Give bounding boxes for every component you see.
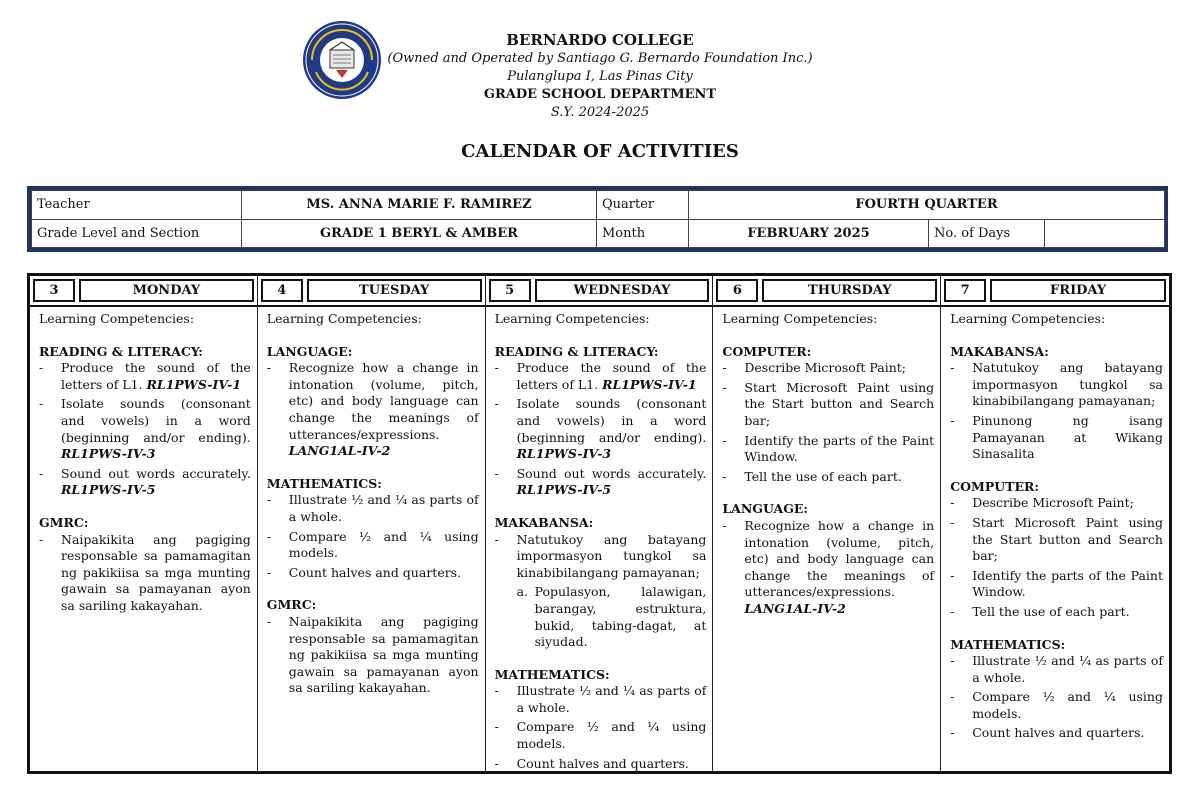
competency-item [267,565,479,582]
day-column-thursday [713,276,941,771]
month-value: FEBRUARY 2025 [689,219,929,248]
day-number: 6 [716,279,758,302]
days-value [1045,219,1165,248]
competency-text: Sound out words accurately. [516,465,707,481]
day-header [486,276,713,307]
competencies-label: Learning Competencies: [39,311,195,326]
college-name: BERNARDO COLLEGE [506,31,694,49]
page-title: CALENDAR OF ACTIVITIES [461,141,739,162]
address-line: Pulanglupa I, Las Pinas City [507,69,693,84]
competency-item [267,614,479,697]
competency-text: Tell the use of each part. [744,468,902,484]
competency-item [495,360,707,393]
subject-block [495,667,707,773]
competency-text: Illustrate ½ and ¼ as parts of a whole. [516,683,707,715]
subject-block [267,597,479,697]
competency-text: Produce the sound of the letters of L1. [516,360,707,392]
competency-code: RL1PWS-IV-5 [61,482,156,498]
day-column-wednesday [486,276,714,771]
competency-text: Recognize how a change in intonation (volume, pitch, etc) and body language can change the meanings of utterances/expressions. [288,360,479,442]
day-name: THURSDAY [762,279,937,302]
competency-item [495,756,707,773]
competency-text: Recognize how a change in intonation (volume, pitch, etc) and body language can change the meanings of utterances/expressions. [744,517,935,600]
competency-item [267,529,479,562]
competency-item [722,433,934,466]
department-line: GRADE SCHOOL DEPARTMENT [483,87,717,102]
month-label: Month [597,219,689,248]
day-number: 5 [489,279,531,302]
day-number: 4 [261,279,303,302]
competency-item [950,495,1163,512]
subject-title: MATHEMATICS: [494,666,610,682]
subject-block [267,476,479,582]
competencies-label: Learning Competencies: [950,311,1106,326]
competency-text: Isolate sounds (consonant and vowels) in a word (beginning and/or ending). [516,396,707,445]
subject-block [722,501,934,617]
subject-title: COMPUTER: [722,343,812,359]
subject-block [950,344,1163,463]
subject-title: GMRC: [266,597,317,613]
subject-title: LANGUAGE: [266,343,353,359]
competency-item [950,689,1163,722]
subject-title: MAKABANSA: [494,514,594,530]
subject-block [722,344,934,486]
competency-item [950,360,1163,410]
competency-text: Natutukoy ang batayang impormasyon tungkol sa kinabibilangang pamayanan; [972,360,1163,409]
day-number: 3 [33,279,75,302]
competencies-label: Learning Competencies: [266,311,422,326]
competency-item [39,396,251,462]
competency-text: Count halves and quarters. [972,725,1145,741]
competency-item [722,469,934,486]
competency-item [267,360,479,460]
competency-item [495,683,707,716]
competency-item [722,360,934,377]
competency-text: Pinunong ng isang Pamayanan at Wikang Sinasalita [972,412,1163,462]
subject-block [950,479,1163,621]
subject-title: READING & LITERACY: [39,343,203,359]
day-header [713,276,940,307]
competency-code: RL1PWS-IV-1 [146,376,242,392]
grade-label: Grade Level and Section [32,219,242,248]
info-table [27,186,1168,252]
competency-subitem [495,584,707,650]
competency-item [722,380,934,430]
subject-block [495,344,707,499]
day-header [941,276,1169,307]
day-column-tuesday [258,276,486,771]
subject-title: READING & LITERACY: [494,343,659,359]
competency-item [722,518,934,618]
competency-text: Identify the parts of the Paint Window. [972,567,1163,600]
day-number: 7 [944,279,986,302]
competency-text: Start Microsoft Paint using the Start button and Search bar; [744,379,935,428]
quarter-label: Quarter [597,191,689,220]
competency-text: Describe Microsoft Paint; [744,360,907,376]
teacher-label: Teacher [32,191,242,220]
subitem-text: Populasyon, lalawigan, barangay, estruktura, bukid, tabing-dagat, at siyudad. [534,584,707,650]
competency-text: Isolate sounds (consonant and vowels) in a word (beginning and/or ending). [61,396,251,445]
competency-text: Start Microsoft Paint using the Start button and Search bar; [972,514,1163,564]
competency-text: Naipakikita ang pagiging responsable sa pamamagitan ng pakikiisa sa mga munting gawain sa pamayanan ayon sa sariling kakayahan. [288,613,479,696]
competency-item [950,515,1163,565]
day-name: TUESDAY [307,279,482,302]
competency-text: Count halves and quarters. [288,564,462,580]
day-body [941,307,1169,742]
competency-text: Count halves and quarters. [516,755,689,771]
competency-item [39,466,251,499]
competency-item [950,604,1163,621]
competency-code: RL1PWS-IV-1 [602,376,697,392]
day-body [713,307,940,618]
subject-title: LANGUAGE: [722,501,809,517]
competency-text: Illustrate ½ and ¼ as parts of a whole. [972,653,1163,685]
quarter-value: FOURTH QUARTER [689,191,1165,220]
competency-item [495,396,707,462]
competency-item [950,653,1163,686]
day-name: WEDNESDAY [535,279,710,302]
day-name: FRIDAY [990,279,1166,302]
school-year: S.Y. 2024-2025 [550,105,650,120]
competency-text: Describe Microsoft Paint; [972,495,1134,511]
day-column-friday [941,276,1169,771]
subject-title: COMPUTER: [950,478,1039,494]
subject-title: MATHEMATICS: [266,475,382,491]
competency-code: RL1PWS-IV-5 [516,482,612,498]
competency-code: RL1PWS-IV-3 [516,446,612,462]
competency-text: Identify the parts of the Paint Window. [744,432,935,465]
competency-item [39,360,251,393]
ownership-line: (Owned and Operated by Santiago G. Bernardo Foundation Inc.) [387,51,813,66]
day-name: MONDAY [79,279,254,302]
subject-title: MAKABANSA: [950,343,1049,359]
subject-title: MATHEMATICS: [950,636,1066,652]
subject-block [39,515,251,615]
competency-item [950,413,1163,463]
subject-block [39,344,251,499]
competency-text: Sound out words accurately. [61,465,251,481]
competency-item [495,466,707,499]
competency-text: Compare ½ and ¼ using models. [972,689,1163,721]
competencies-label: Learning Competencies: [494,311,650,326]
competency-item [950,568,1163,601]
competency-text: Compare ½ and ¼ using models. [516,719,707,752]
subject-title: GMRC: [39,514,89,530]
subject-block [495,515,707,651]
competency-item [267,492,479,525]
day-column-monday [30,276,258,771]
competency-code: RL1PWS-IV-3 [61,446,156,462]
competency-text: Natutukoy ang batayang impormasyon tungkol sa kinabibilangang pamayanan; [516,531,707,580]
day-header [258,276,485,307]
weekly-calendar [27,273,1172,774]
competency-text: Compare ½ and ¼ using models. [288,528,479,561]
subitem-label: a. [516,584,529,600]
day-body [258,307,485,697]
competency-item [495,532,707,582]
day-header [30,276,257,307]
competency-text: Naipakikita ang pagiging responsable sa pamamagitan ng pakikiisa sa mga munting gawain sa pamayanan ayon sa sariling kakayahan. [61,531,251,613]
competency-item [39,532,251,615]
competency-text: Illustrate ½ and ¼ as parts of a whole. [288,492,479,524]
days-label: No. of Days [929,219,1045,248]
subject-block [267,344,479,460]
competency-item [495,719,707,752]
day-body [486,307,713,772]
competency-text: Produce the sound of the letters of L1. [61,360,251,392]
competency-text: Tell the use of each part. [972,603,1130,619]
competency-code: LANG1AL-IV-2 [288,443,391,459]
competency-code: LANG1AL-IV-2 [744,600,846,616]
grade-value: GRADE 1 BERYL & AMBER [242,219,597,248]
competencies-label: Learning Competencies: [722,311,878,326]
competency-item [950,725,1163,742]
day-body [30,307,257,615]
subject-block [950,637,1163,743]
teacher-value: MS. ANNA MARIE F. RAMIREZ [242,191,597,220]
